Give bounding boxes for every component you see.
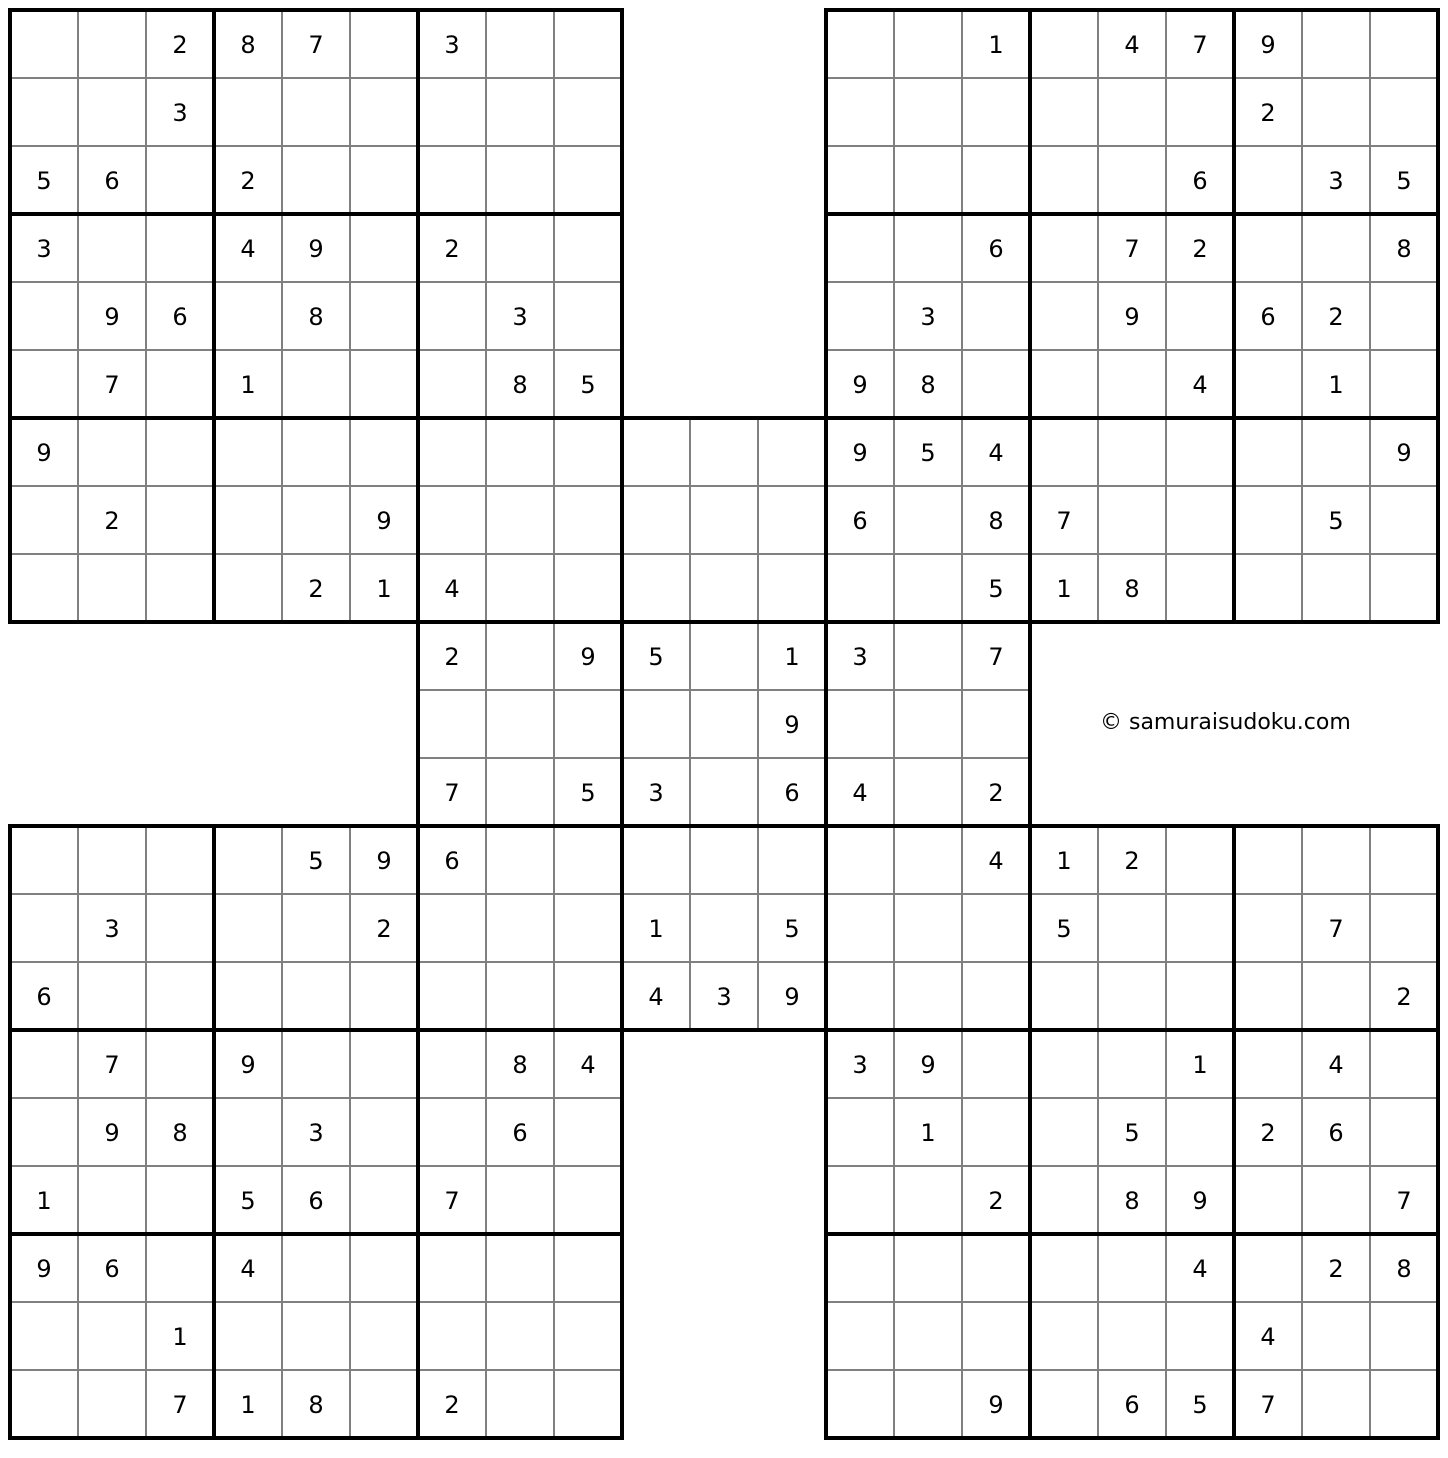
cell-digit: 8 [308,303,324,331]
cell-digit: 7 [444,1187,460,1215]
cell-digit: 1 [1192,1051,1208,1079]
cell-digit: 1 [784,643,800,671]
cell-digit: 2 [104,507,120,535]
cell-digit: 6 [104,1255,120,1283]
cell-digit: 5 [920,439,936,467]
cell-digit: 3 [104,915,120,943]
cell-digit: 6 [784,779,800,807]
cell-digit: 3 [308,1119,324,1147]
cell-digit: 5 [580,779,596,807]
cell-digit: 7 [1056,507,1072,535]
cell-digit: 4 [1328,1051,1344,1079]
cell-digit: 8 [1124,1187,1140,1215]
cell-digit: 8 [172,1119,188,1147]
cell-digit: 3 [648,779,664,807]
cell-digit: 3 [36,235,52,263]
cell-digit: 9 [104,303,120,331]
cell-digit: 5 [784,915,800,943]
cell-digit: 1 [988,31,1004,59]
cell-digit: 7 [1328,915,1344,943]
cell-digit: 1 [1056,847,1072,875]
cell-digit: 6 [1260,303,1276,331]
cell-digit: 8 [1396,235,1412,263]
cell-digit: 9 [852,439,868,467]
cell-digit: 7 [988,643,1004,671]
cell-digit: 4 [988,847,1004,875]
cell-digit: 9 [240,1051,256,1079]
cell-digit: 7 [172,1391,188,1419]
cell-digit: 3 [512,303,528,331]
cell-digit: 8 [240,31,256,59]
cell-digit: 2 [444,1391,460,1419]
cell-digit: 6 [852,507,868,535]
cell-digit: 8 [1124,575,1140,603]
cell-digit: 9 [1192,1187,1208,1215]
cell-digit: 8 [308,1391,324,1419]
cell-digit: 1 [240,371,256,399]
cell-digit: 4 [444,575,460,603]
cell-digit: 9 [784,983,800,1011]
cell-digit: 6 [512,1119,528,1147]
cell-digit: 5 [648,643,664,671]
cell-digit: 7 [308,31,324,59]
cell-digit: 9 [104,1119,120,1147]
cell-digit: 3 [852,643,868,671]
cell-digit: 4 [988,439,1004,467]
cell-digit: 5 [580,371,596,399]
cell-digit: 7 [104,1051,120,1079]
cell-digit: 6 [36,983,52,1011]
cell-digit: 6 [988,235,1004,263]
cell-digit: 9 [36,1255,52,1283]
cell-digit: 2 [444,643,460,671]
cell-digit: 4 [1124,31,1140,59]
cell-digit: 3 [1328,167,1344,195]
cell-digit: 7 [444,779,460,807]
cell-digit: 6 [1124,1391,1140,1419]
cell-digit: 1 [36,1187,52,1215]
cell-digit: 6 [308,1187,324,1215]
cell-digit: 7 [1260,1391,1276,1419]
cell-digit: 6 [172,303,188,331]
cell-digit: 3 [852,1051,868,1079]
copyright-text: © samuraisudoku.com [1100,710,1351,735]
cell-digit: 4 [1192,1255,1208,1283]
cell-digit: 2 [988,779,1004,807]
cell-digit: 9 [376,847,392,875]
cell-digit: 8 [988,507,1004,535]
grid-center-box-lines [416,416,1032,1032]
cell-digit: 7 [1192,31,1208,59]
cell-digit: 1 [1328,371,1344,399]
cell-digit: 1 [1056,575,1072,603]
cell-digit: 4 [580,1051,596,1079]
cell-digit: 2 [1192,235,1208,263]
cell-digit: 3 [920,303,936,331]
cell-digit: 2 [1396,983,1412,1011]
cell-digit: 9 [988,1391,1004,1419]
cell-digit: 2 [988,1187,1004,1215]
cell-digit: 2 [1260,99,1276,127]
cell-digit: 9 [920,1051,936,1079]
cell-digit: 5 [1328,507,1344,535]
cell-digit: 9 [376,507,392,535]
cell-digit: 5 [1056,915,1072,943]
cell-digit: 5 [1396,167,1412,195]
cell-digit: 6 [444,847,460,875]
cell-digit: 9 [1396,439,1412,467]
cell-digit: 8 [920,371,936,399]
cell-digit: 7 [1396,1187,1412,1215]
cell-digit: 2 [240,167,256,195]
cell-digit: 4 [1260,1323,1276,1351]
cell-digit: 1 [648,915,664,943]
cell-digit: 4 [240,1255,256,1283]
cell-digit: 1 [240,1391,256,1419]
grid-center-lines [418,418,1030,1030]
cell-digit: 1 [920,1119,936,1147]
cell-digit: 7 [1124,235,1140,263]
cell-digit: 8 [1396,1255,1412,1283]
cell-digit: 9 [36,439,52,467]
cell-digit: 5 [308,847,324,875]
cell-digit: 2 [308,575,324,603]
cell-digit: 5 [1192,1391,1208,1419]
cell-digit: 1 [172,1323,188,1351]
cell-digit: 2 [376,915,392,943]
cell-digit: 9 [1124,303,1140,331]
cell-digit: 1 [376,575,392,603]
cell-digit: 5 [36,167,52,195]
cell-digit: 2 [1328,303,1344,331]
cell-digit: 9 [784,711,800,739]
cell-digit: 2 [1260,1119,1276,1147]
cell-digit: 8 [512,1051,528,1079]
cell-digit: 3 [716,983,732,1011]
cell-digit: 9 [1260,31,1276,59]
cell-digit: 2 [1124,847,1140,875]
cell-digit: 6 [104,167,120,195]
cell-digit: 4 [648,983,664,1011]
cell-digit: 5 [1124,1119,1140,1147]
cell-digit: 3 [172,99,188,127]
cell-digit: 8 [512,371,528,399]
cell-digit: 2 [1328,1255,1344,1283]
cell-digit: 6 [1328,1119,1344,1147]
cell-digit: 9 [852,371,868,399]
cell-digit: 6 [1192,167,1208,195]
cell-digit: 4 [852,779,868,807]
cell-digit: 3 [444,31,460,59]
cell-digit: 4 [240,235,256,263]
cell-digit: 5 [988,575,1004,603]
cell-digit: 9 [308,235,324,263]
cell-digit: 2 [444,235,460,263]
cell-digit: 4 [1192,371,1208,399]
cell-digit: 2 [172,31,188,59]
cell-digit: 5 [240,1187,256,1215]
cell-digit: 7 [104,371,120,399]
cell-digit: 9 [580,643,596,671]
